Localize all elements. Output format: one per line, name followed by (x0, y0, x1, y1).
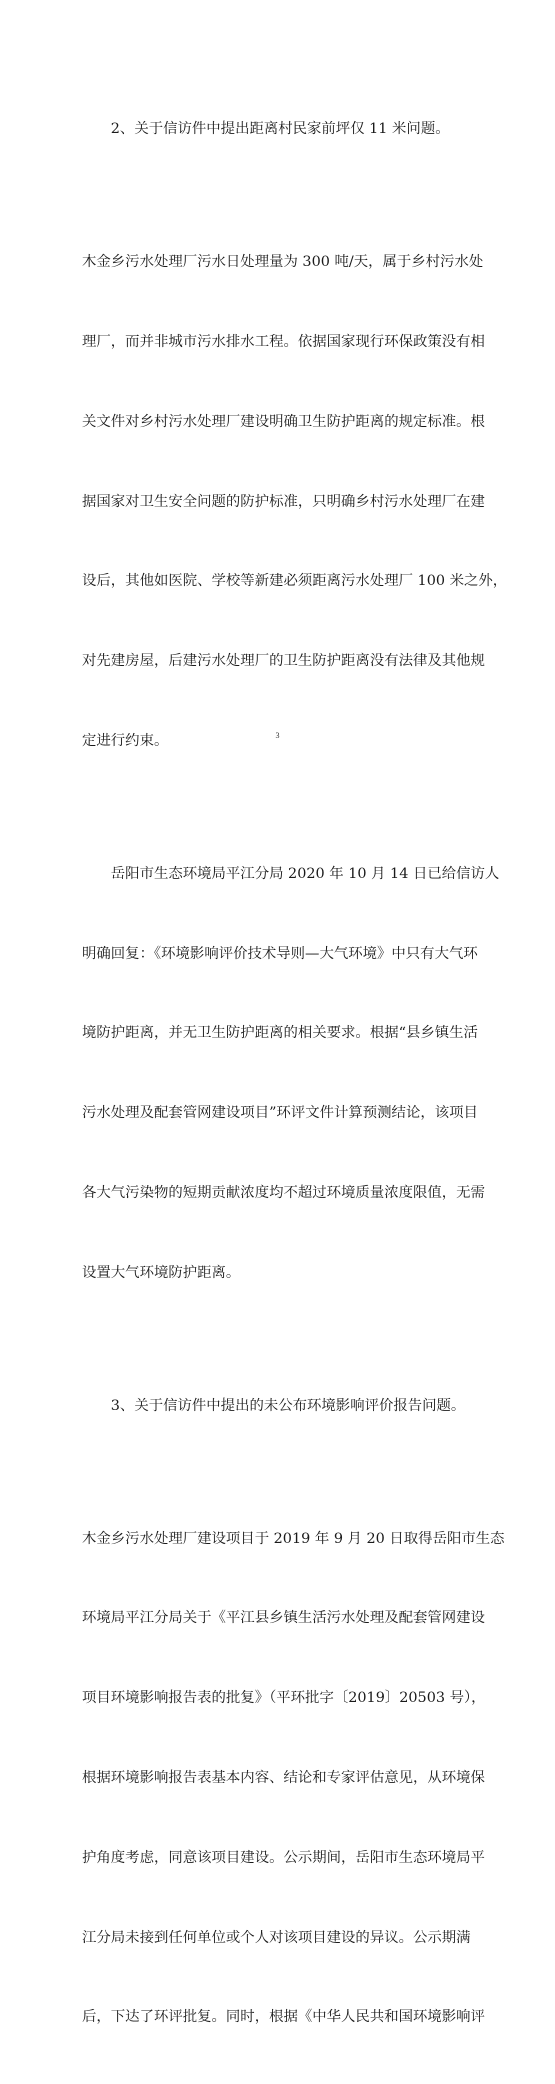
text-line: 对先建房屋，后建污水处理厂的卫生防护距离没有法律及其他规 (82, 653, 485, 670)
paragraph-reply (82, 808, 500, 1340)
text-line: 江分局未接到任何单位或个人对该项目建设的异议。公示期满 (82, 1929, 471, 1946)
text-line: 设置大气环境防护距离。 (82, 1264, 241, 1281)
paragraph-item-3-heading (82, 1340, 482, 1473)
document-body (82, 63, 508, 2084)
text-line: 明确回复：《环境影响评价技术导则—大气环境》中只有大气环 (82, 945, 478, 962)
text-line: 污水处理及配套管网建设项目”环评文件计算预测结论，该项目 (82, 1105, 478, 1122)
page-number: 3 (275, 731, 280, 740)
text-line: 岳阳市生态环境局平江分局 2020 年 10 月 14 日已给信访人 (82, 865, 500, 882)
text-line: 2、关于信访件中提出距离村民家前坪仅 11 米问题。 (82, 121, 450, 138)
text-line: 3、关于信访件中提出的未公布环境影响评价报告问题。 (82, 1397, 466, 1414)
text-line: 木金乡污水处理厂污水日处理量为 300 吨/天，属于乡村污水处 (82, 254, 484, 271)
text-line: 关文件对乡村污水处理厂建设明确卫生防护距离的规定标准。根 (82, 413, 485, 430)
text-line: 项目环境影响报告表的批复》（平环批字〔2019〕20503 号）， (82, 1690, 486, 1707)
text-line: 设后，其他如医院、学校等新建必须距离污水处理厂 100 米之外， (82, 573, 508, 590)
text-line: 后，下达了环评批复。同时，根据《中华人民共和国环境影响评 (82, 2009, 485, 2026)
text-line: 根据环境影响报告表基本内容、结论和专家评估意见，从环境保 (82, 1770, 485, 1786)
paragraph-item-2-body (82, 196, 508, 808)
text-line: 环境局平江分局关于《平江县乡镇生活污水处理及配套管网建设 (82, 1610, 485, 1627)
text-line: 定进行约束。 (82, 732, 169, 749)
text-line: 护角度考虑，同意该项目建设。公示期间，岳阳市生态环境局平 (82, 1849, 485, 1866)
text-line: 据国家对卫生安全问题的防护标准，只明确乡村污水处理厂在建 (82, 493, 485, 510)
paragraph-item-3-body (82, 1472, 505, 2084)
text-line: 木金乡污水处理厂建设项目于 2019 年 9 月 20 日取得岳阳市生态 (82, 1530, 505, 1547)
text-line: 各大气污染物的短期贡献浓度均不超过环境质量浓度限值，无需 (82, 1184, 485, 1201)
text-line: 境防护距离，并无卫生防护距离的相关要求。根据“县乡镇生活 (82, 1025, 478, 1042)
paragraph-item-2-heading (82, 63, 482, 196)
text-line: 理厂，而并非城市污水排水工程。依据国家现行环保政策没有相 (82, 333, 485, 350)
